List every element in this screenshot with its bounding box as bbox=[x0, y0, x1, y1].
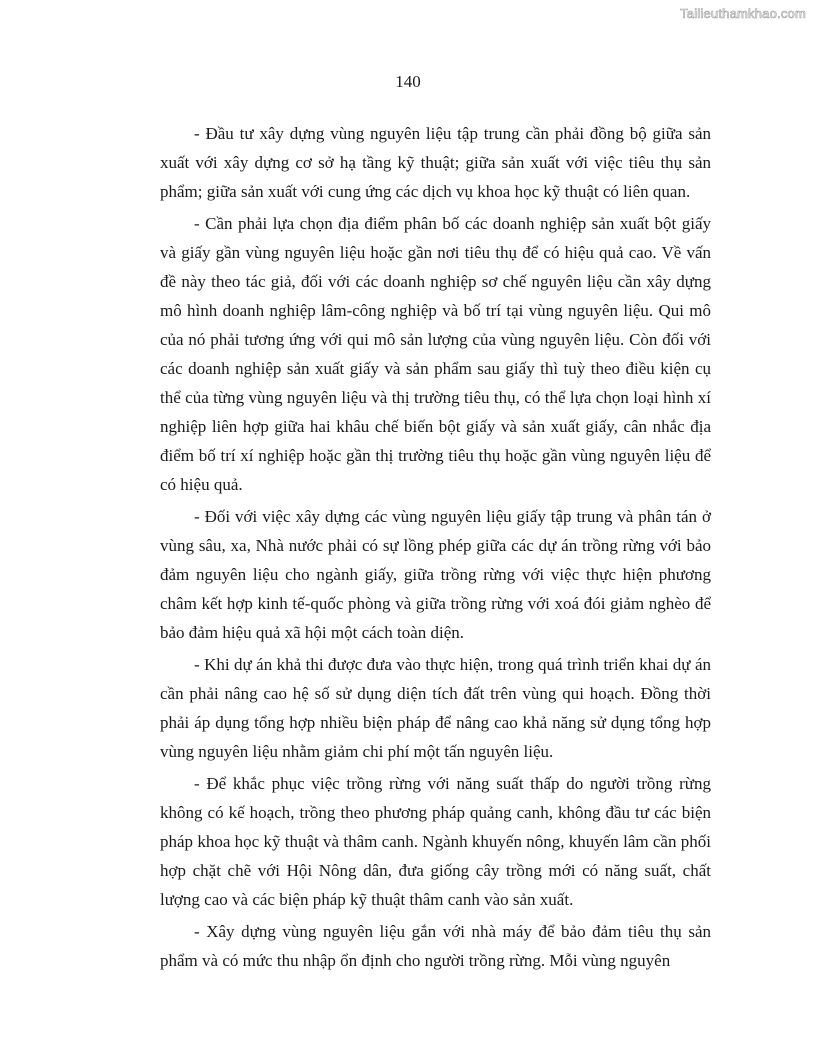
paragraph-3: - Đối với việc xây dựng các vùng nguyên liệu giấy tập trung và phân tán ở vùng sâu, xa, Nhà nước phải có sự lồng phép giữa các dự án trồng rừng với bảo đảm nguyên liệu cho ngành giấy, giữa trồng rừng với việc thực hiện phương châm kết hợp kinh tế-quốc phòng và giữa trồng rừng với xoá đói giảm nghèo để bảo đảm hiệu quả xã hội một cách toàn diện. bbox=[160, 507, 711, 642]
paragraph-1: - Đầu tư xây dựng vùng nguyên liệu tập trung cần phải đồng bộ giữa sản xuất với xây dựng cơ sở hạ tầng kỹ thuật; giữa sản xuất với việc tiêu thụ sản phẩm; giữa sản xuất với cung ứng các dịch vụ khoa học kỹ thuật có liên quan. bbox=[160, 124, 711, 201]
paragraph-2: - Cần phải lựa chọn địa điểm phân bố các doanh nghiệp sản xuất bột giấy và giấy gần vùng nguyên liệu hoặc gần nơi tiêu thụ để có hiệu quả cao. Về vấn đề này theo tác giả, đối với các doanh nghiệp sơ chế nguyên liệu cần xây dựng mô hình doanh nghiệp lâm-công nghiệp và bố trí tại vùng nguyên liệu. Qui mô của nó phải tương ứng với qui mô sản lượng của vùng nguyên liệu. Còn đối với các doanh nghiệp sản xuất giấy và sản phẩm sau giấy thì tuỳ theo điều kiện cụ thể của từng vùng nguyên liệu và thị trường tiêu thụ, có thể lựa chọn loại hình xí nghiệp liên hợp giữa hai khâu chế biến bột giấy và sản xuất giấy, cân nhắc địa điểm bố trí xí nghiệp hoặc gần thị trường tiêu thụ hoặc gần vùng nguyên liệu để có hiệu quả. bbox=[160, 214, 711, 494]
paragraph-4: - Khi dự án khả thi được đưa vào thực hiện, trong quá trình triển khai dự án cần phải nâng cao hệ số sử dụng diện tích đất trên vùng qui hoạch. Đồng thời phải áp dụng tổng hợp nhiều biện pháp để nâng cao khả năng sử dụng tổng hợp vùng nguyên liệu nhằm giảm chi phí một tấn nguyên liệu. bbox=[160, 655, 711, 761]
watermark-text: Tailieuthamkhao.com bbox=[680, 6, 806, 21]
paragraph-5: - Để khắc phục việc trồng rừng với năng suất thấp do người trồng rừng không có kế hoạch, trồng theo phương pháp quảng canh, không đầu tư các biện pháp khoa học kỹ thuật và thâm canh. Ngành khuyến nông, khuyến lâm cần phối hợp chặt chẽ với Hội Nông dân, đưa giống cây trồng mới có năng suất, chất lượng cao và các biện pháp kỹ thuật thâm canh vào sản xuất. bbox=[160, 774, 711, 909]
paragraph-6: - Xây dựng vùng nguyên liệu gắn với nhà máy để bảo đảm tiêu thụ sản phẩm và có mức thu nhập ổn định cho người trồng rừng. Mỗi vùng nguyên bbox=[160, 922, 711, 970]
body-text bbox=[160, 119, 711, 975]
page-number: 140 bbox=[395, 72, 421, 91]
